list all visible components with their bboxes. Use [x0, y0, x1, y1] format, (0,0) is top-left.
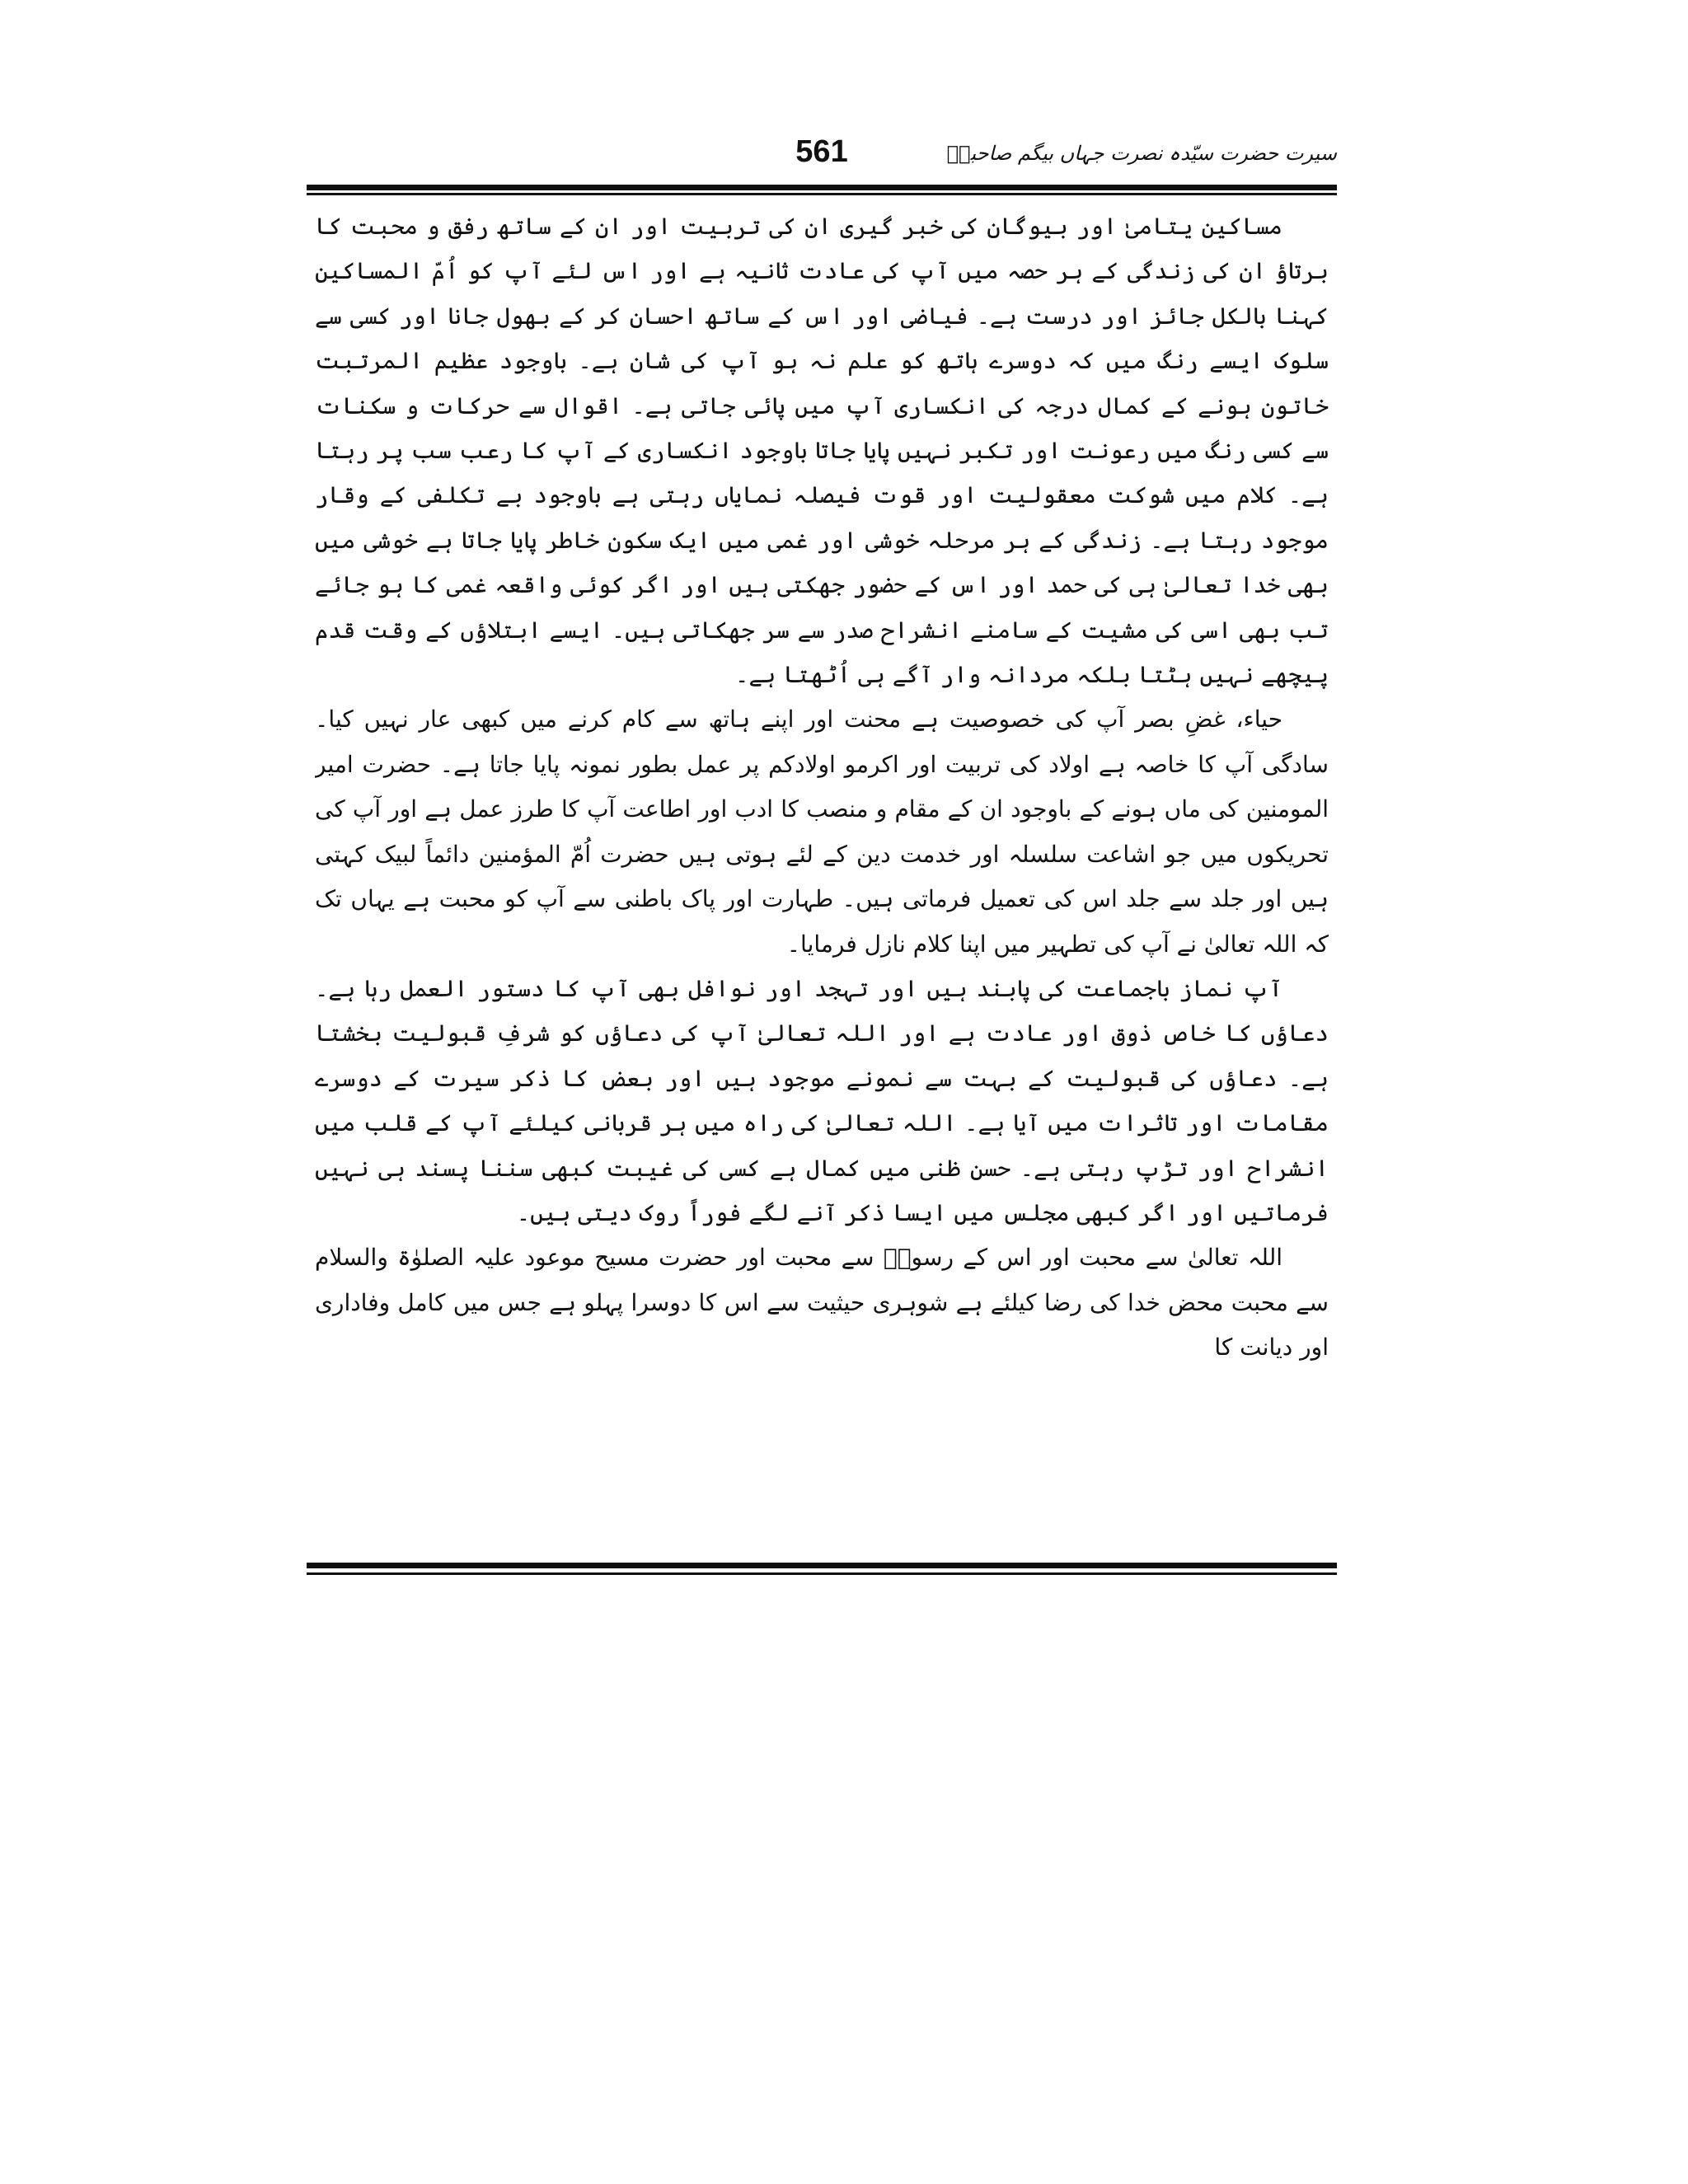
paragraph-4: اللہ تعالیٰ سے محبت اور اس کے رسولؐ سے محبت اور حضرت مسیح موعود علیہ الصلوٰۃ والسلام سے محبت محض خدا کی رضا کیلئے ہے شوہری حیثیت سے اس کا دوسرا پہلو ہے جس میں کامل وفاداری اور دیانت کا [315, 1244, 1329, 1361]
paragraph-3: آپ نماز باجماعت کی پابند ہیں اور تہجد اور نوافل بھی آپ کا دستور العمل رہا ہے۔ دعاؤں کا خاص ذوق اور عادت ہے اور اللہ تعالیٰ آپ کی دعاؤں کو شرفِ قبولیت بخشتا ہے۔ دعاؤں کی قبولیت کے بہت سے نمونے موجود ہیں اور بعض کا ذکر سیرت کے دوسرے مقامات اور تاثرات میں آیا ہے۔ اللہ تعالیٰ کی راہ میں ہر قربانی کیلئے آپ کے قلب میں انشراح اور تڑپ رہتی ہے۔ حسن ظنی میں کمال ہے کسی کی غیبت کبھی سننا پسند ہی نہیں فرماتیں اور اگر کبھی مجلس میں ایسا ذکر آنے لگے فوراً روک دیتی ہیں۔ [315, 974, 1329, 1226]
footer-rule-thin [307, 1572, 1337, 1575]
page-number: 561 [795, 134, 848, 169]
header-rule-thin [307, 193, 1337, 195]
paragraph-1: مساکین یتامیٰ اور بیوگان کی خبر گیری ان کی تربیت اور ان کے ساتھ رفق و محبت کا برتاؤ ان کی زندگی کے ہر حصہ میں آپ کی عادت ثانیہ ہے اور اس لئے آپ کو اُمّ المساکین کہنا بالکل جائز اور درست ہے۔ فیاضی اور اس کے ساتھ احسان کر کے بھول جانا اور کسی سے سلوک ایسے رنگ میں کہ دوسرے ہاتھ کو علم نہ ہو آپ کی شان ہے۔ باوجود عظیم المرتبت خاتون ہونے کے کمال درجہ کی انکساری آپ میں پائی جاتی ہے۔ اقوال سے حرکات و سکنات سے کسی رنگ میں رعونت اور تکبر نہیں پایا جاتا باوجود انکساری کے آپ کا رعب سب پر رہتا ہے۔ کلام میں شوکت معقولیت اور قوت فیصلہ نمایاں رہتی ہے باوجود بے تکلفی کے وقار موجود رہتا ہے۔ زندگی کے ہر مرحلہ خوشی اور غمی میں ایک سکون خاطر پایا جاتا ہے خوشی میں بھی خدا تعالیٰ ہی کی حمد اور اس کے حضور جھکتی ہیں اور اگر کوئی واقعہ غمی کا ہو جائے تب بھی اسی کی مشیت کے سامنے انشراح صدر سے سر جھکاتی ہیں۔ ایسے ابتلاؤں کے وقت قدم پیچھے نہیں ہٹتا بلکہ مردانہ وار آگے ہی اُٹھتا ہے۔ [315, 213, 1329, 689]
running-book-title: سیرت حضرت سیّدہ نصرت جہاں بیگم صاحبہؓ [946, 142, 1337, 165]
header-rule-thick [307, 185, 1337, 190]
body-text [315, 204, 1329, 1556]
paragraph-2: حیاء، غضِ بصر آپ کی خصوصیت ہے محنت اور اپنے ہاتھ سے کام کرنے میں کبھی عار نہیں کیا۔ سادگی آپ کا خاصہ ہے اولاد کی تربیت اور اکرمو اولادکم پر عمل بطور نمونہ پایا جاتا ہے۔ حضرت امیر المومنین کی ماں ہونے کے باوجود ان کے مقام و منصب کا ادب اور اطاعت آپ کا طرز عمل ہے اور آپ کی تحریکوں میں جو اشاعت سلسلہ اور خدمت دین کے لئے ہوتی ہیں حضرت اُمّ المؤمنین دائماً لبیک کہتی ہیں اور جلد سے جلد اس کی تعمیل فرماتی ہیں۔ طہارت اور پاک باطنی سے آپ کو محبت ہے یہاں تک کہ اللہ تعالیٰ نے آپ کی تطہیر میں اپنا کلام نازل فرمایا۔ [315, 705, 1329, 958]
footer-rule-thick [307, 1563, 1337, 1568]
page-header [307, 132, 1337, 183]
